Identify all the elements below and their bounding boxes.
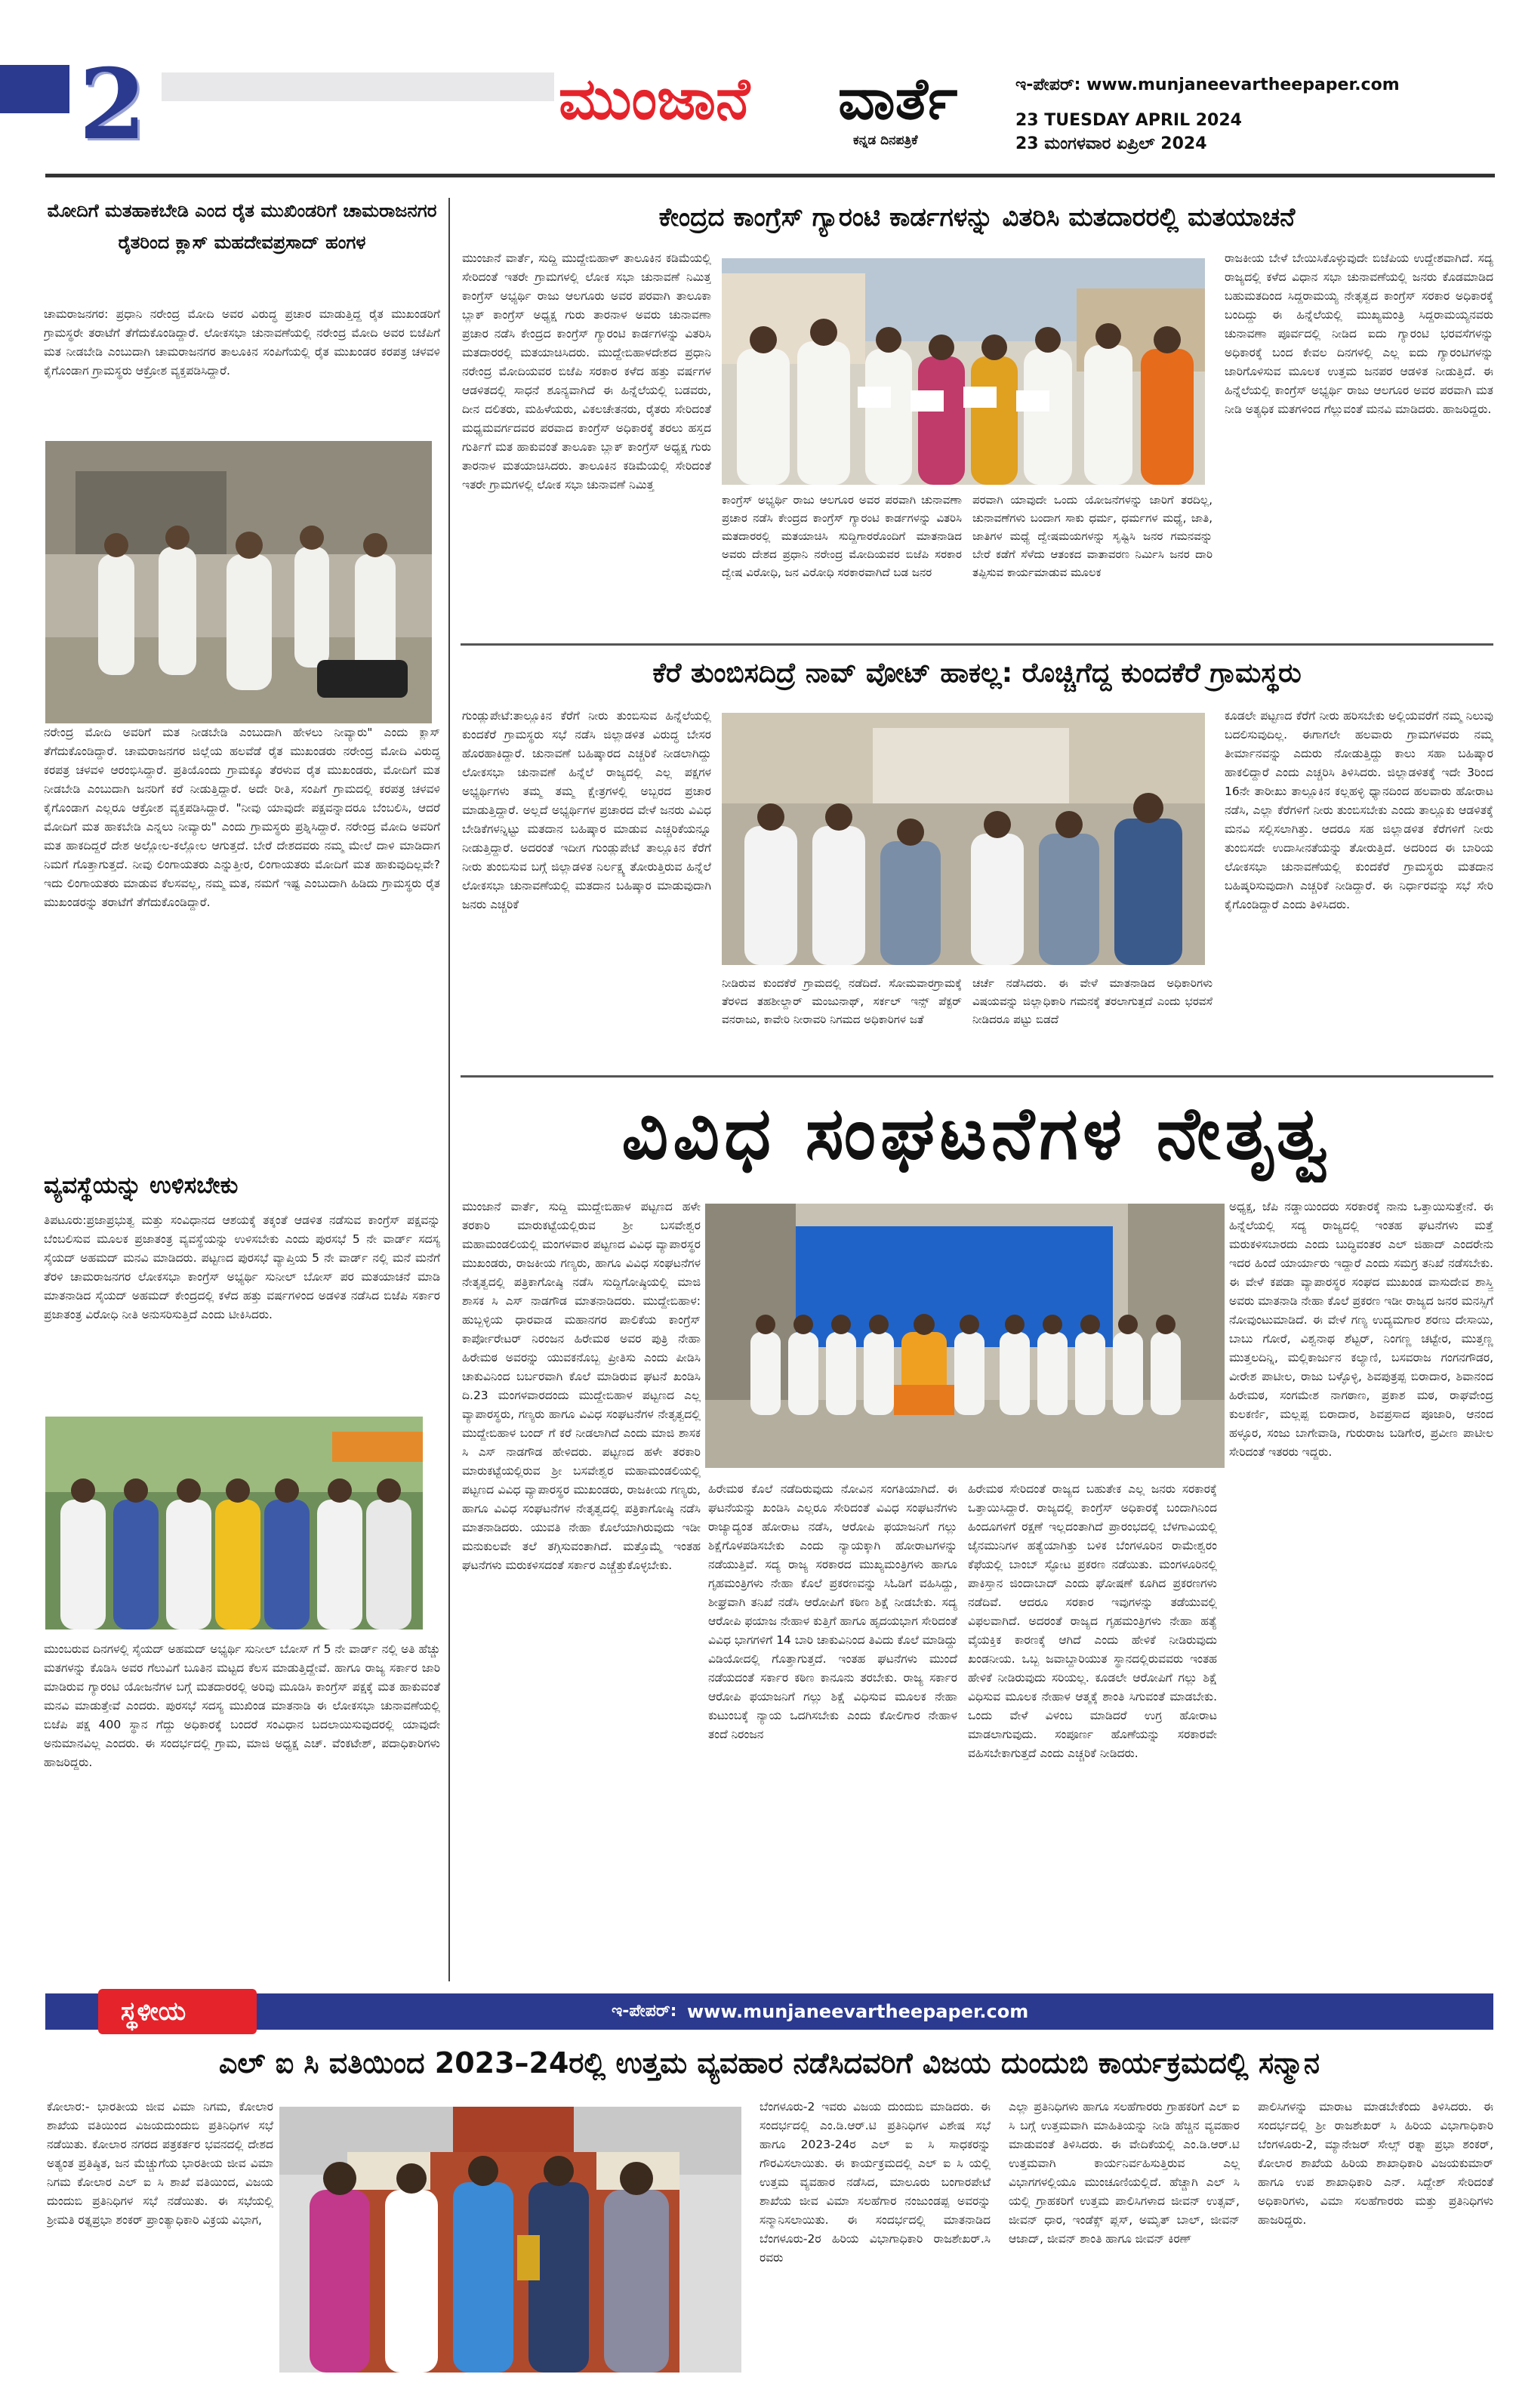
- left-body-4: ಮುಂಬರುವ ದಿನಗಳಲ್ಲಿ ಸೈಯದ್ ಅಹಮದ್ ಅಭ್ಯರ್ಥಿ ಸುನೀಲ್ ಬೋಸ್ ಗೆ 5 ನೇ ವಾರ್ಡ್ ನಲ್ಲಿ ಅತಿ ಹೆಚ್ಚು ಮತಗಳನ್ನು ಕೊಡಿಸಿ ಅವರ ಗೆಲುವಿಗೆ ಬೂತಿನ ಮಟ್ಟದ ಕೆಲಸ ಮಾಡುತ್ತಿದ್ದೇವೆ. ಹಾಗೂ ರಾಜ್ಯ ಸರ್ಕಾರ ಜಾರಿ ಮಾಡಿರುವ ಗ್ಯಾರಂಟಿ ಯೋಜನೆಗಳ ಬಗ್ಗೆ ಮತದಾರರಲ್ಲಿ ಅರಿವು ಮೂಡಿಸಿ ಕಾಂಗ್ರೆಸ್ ಪಕ್ಷಕ್ಕೆ ಮತ ಹಾಕುವಂತೆ ಮನವಿ ಮಾಡುತ್ತೇವೆ ಎಂದರು. ಪುರಸಭೆ ಸದಸ್ಯ ಮುಖಿಂಡ ಮಾತನಾಡಿ ಈ ಲೋಕಸಭಾ ಚುನಾವಣೆಯಲ್ಲಿ ಬಿಜೆಪಿ ಪಕ್ಷ 400 ಸ್ಥಾನ ಗೆದ್ದು ಅಧಿಕಾರಕ್ಕೆ ಬಂದರೆ ಸಂವಿಧಾನ ಬದಲಾಯಿಸುವುದರಲ್ಲಿ ಯಾವುದೇ ಅನುಮಾನವಿಲ್ಲ ಎಂದರು. ಈ ಸಂದರ್ಭದಲ್ಲಿ ಗ್ರಾಮ, ಮಾಜಿ ಅಧ್ಯಕ್ಷ ಎಚ್. ವೆಂಕಟೇಶ್, ಪದಾಧಿಕಾರಿಗಳು ಹಾಜರಿದ್ದರು.: [44, 1642, 440, 1769]
- left-body-3: ತಿಪಟೂರು:ಪ್ರಜಾಪ್ರಭುತ್ವ ಮತ್ತು ಸಂವಿಧಾನದ ಆಶಯಕ್ಕೆ ತಕ್ಕಂತೆ ಆಡಳಿತ ನಡೆಸುವ ಕಾಂಗ್ರೆಸ್ ಪಕ್ಷವನ್ನು ಬೆಂಬಲಿಸುವ ಮೂಲಕ ಪ್ರಜಾತಂತ್ರ ವ್ಯವಸ್ಥೆಯನ್ನು ಉಳಿಸಬೇಕು ಎಂದು ಪುರಸಭೆ 5 ನೇ ವಾರ್ಡ್ ಸದಸ್ಯ ಸೈಯದ್ ಅಹಮದ್ ಮನವಿ ಮಾಡಿದರು. ಪಟ್ಟಣದ ಪುರಸಭೆ ವ್ಯಾಪ್ತಿಯ 5 ನೇ ವಾರ್ಡ್ ನಲ್ಲಿ ಮನೆ ಮನೆಗೆ ತೆರಳಿ ಚಾಮರಾಜನಗರ ಲೋಕಸಭಾ ಕಾಂಗ್ರೆಸ್ ಅಭ್ಯರ್ಥಿ ಸುನೀಲ್ ಬೋಸ್ ಪರ ಮತಯಾಚನೆ ಮಾಡಿ ಮಾತನಾಡಿದ ಸೈಯದ್ ಅಹಮದ್ ಕೇಂದ್ರದಲ್ಲಿ ಕಳೆದ ಹತ್ತು ವರ್ಷಗಳಿಂದ ಅಡಳಿತ ನಡೆಸಿದ ಬಿಜೆಪಿ ಸರ್ಕಾರ ಪ್ರಜಾತಂತ್ರ ವಿರೋಧಿ ನೀತಿ ಅನುಸರಿಸುತ್ತಿದೆ ಎಂದು ಟೀಕಿಸಿದರು.: [44, 1213, 440, 1321]
- story-top-col3: ಪರವಾಗಿ ಯಾವುದೇ ಒಂದು ಯೋಜನೆಗಳನ್ನು ಜಾರಿಗೆ ತರದಿಲ್ಲ, ಚುನಾವಣೆಗಳು ಬಂದಾಗ ಸಾಕು ಧರ್ಮ, ಧರ್ಮಗಳ ಮಧ್ಯೆ, ಜಾತಿ, ಜಾತಿಗಳ ಮಧ್ಯೆ ದ್ವೇಷಮಯಗಳನ್ನು ಸೃಷ್ಟಿಸಿ ಜನರ ಗಮನವನ್ನು ಬೇರೆ ಕಡೆಗೆ ಸೆಳೆದು ಆತಂಕದ ವಾತಾವರಣ ನಿರ್ಮಿಸಿ ಜನರ ದಾರಿ ತಪ್ಪಿಸುವ ಕಾರ್ಯಮಾಡುವ ಮೂಲಕ: [972, 493, 1212, 579]
- header-stripe-left: [0, 65, 69, 113]
- story-top-col4: ರಾಜಕೀಯ ಬೇಳೆ ಬೇಯಿಸಿಕೊಳ್ಳುವುದೇ ಬಿಜೆಪಿಯ ಉದ್ದೇಶವಾಗಿದೆ. ಸದ್ಯ ರಾಜ್ಯದಲ್ಲಿ ಕಳೆದ ವಿಧಾನ ಸಭಾ ಚುನಾವಣೆಯಲ್ಲಿ ಜನರು ಕೊಡಮಾಡಿದ ಬಹುಮತದಿಂದ ಸಿದ್ದರಾಮಯ್ಯ ನೇತೃತ್ವದ ಕಾಂಗ್ರೆಸ್ ಸರಕಾರ ಅಧಿಕಾರಕ್ಕೆ ಬಂದಿದ್ದು ಈ ಹಿನ್ನೆಲೆಯಲ್ಲಿ ಮುಖ್ಯಮಂತ್ರಿ ಸಿದ್ದರಾಮಯ್ಯನವರು ಚುನಾವಣಾ ಪೂರ್ವದಲ್ಲಿ ನೀಡಿದ ಐದು ಗ್ಯಾರಂಟಿ ಭರವಸೆಗಳನ್ನು ಅಧಿಕಾರಕ್ಕೆ ಬಂದ ಕೇವಲ ದಿನಗಳಲ್ಲಿ ಎಲ್ಲ ಐದು ಗ್ಯಾರಂಟಿಗಳನ್ನು ಜಾರಿಗೊಳಿಸುವ ಮೂಲಕ ಉತ್ತಮ ಜನಪರ ಆಡಳಿತ ನೀಡುತ್ತಿದೆ. ಈ ಹಿನ್ನೆಲೆಯಲ್ಲಿ ಕಾಂಗ್ರೆಸ್ ಅಭ್ಯರ್ಥಿ ರಾಜು ಆಲಗೂರ ಅವರ ಪರವಾಗಿ ಮತ ನೀಡಿ ಅತ್ಯಧಿಕ ಮತಗಳಿಂದ ಗೆಲ್ಲುವಂತೆ ಮನವಿ ಮಾಡಿದರು. ಹಾಜರಿದ್ದರು.: [1225, 251, 1493, 416]
- story-mid-col4: ಕೂಡಲೇ ಪಟ್ಟಣದ ಕೆರೆಗೆ ನೀರು ಹರಿಸಬೇಕು ಅಲ್ಲಿಯವರೆಗೆ ನಮ್ಮ ನಿಲುವು ಬದಲಿಸುವುದಿಲ್ಲ. ಈಗಾಗಲೇ ಹಲವಾರು ಗ್ರಾಮಗಳವರು ನಮ್ಮ ತೀರ್ಮಾನವನ್ನು ಎದುರು ನೋಡುತ್ತಿದ್ದು ಕಾಲು ಸಹಾ ಬಹಿಷ್ಕಾರ ಹಾಕಲಿದ್ದಾರೆ ಎಂದು ಎಚ್ಚರಿಸಿ ತಿಳಿಸಿದರು. ಜಿಲ್ಲಾಡಳಿತಕ್ಕೆ ಇದೇ 3ರಿಂದ 16ನೇ ತಾರೀಖು ತಾಲ್ಲೂಕಿನ ಕಲ್ಲಹಳ್ಳಿ ಧ್ಯಾನದಿಂದ ಹಲವಾರು ಹೋರಾಟ ನಡೆಸಿ, ಎಲ್ಲಾ ಕೆರೆಗಳಿಗೆ ನೀರು ತುಂಬಿಸಬೇಕು ಎಂದು ತಾಲ್ಲೂಕು ಆಡಳಿತಕ್ಕೆ ಮನವಿ ಸಲ್ಲಿಸಲಾಗಿತ್ತು. ಆದರೂ ಸಹ ಜಿಲ್ಲಾಡಳಿತ ಕೆರೆಗಳಿಗೆ ನೀರು ತುಂಬಿಸದೇ ಉದಾಸೀನತೆಯನ್ನು ತೋರುತ್ತಿದೆ. ಅದರಿಂದ ಈ ಬಾರಿಯ ಲೋಕಸಭಾ ಚುನಾವಣೆಯಲ್ಲಿ ಕುಂದಕೆರೆ ಗ್ರಾಮಸ್ಥರು ಮತದಾನ ಬಹಿಷ್ಕರಿಸುವುದಾಗಿ ಎಚ್ಚರಿಕೆ ನೀಡಿದ್ದಾರೆ. ಈ ನಿರ್ಧಾರವನ್ನು ಸಭೆ ಸೇರಿ ಕೈಗೊಂಡಿದ್ದಾರೆ ಎಂದು ತಿಳಿಸಿದರು.: [1225, 709, 1493, 911]
- header-right: [1015, 76, 1484, 159]
- story-mid-col1: ಗುಂಡ್ಲುಪೇಟೆ:ತಾಲ್ಲೂಕಿನ ಕೆರೆಗೆ ನೀರು ತುಂಬಿಸುವ ಹಿನ್ನೆಲೆಯಲ್ಲಿ ಕುಂದಕೆರೆ ಗ್ರಾಮಸ್ಥರು ಸಭೆ ನಡೆಸಿ ಜಿಲ್ಲಾಡಳಿತ ವಿರುದ್ಧ ಬೇಸರ ಹೊರಹಾಕಿದ್ದಾರೆ. ಚುನಾವಣೆ ಬಹಿಷ್ಕಾರದ ಎಚ್ಚರಿಕೆ ನೀಡಲಾಗಿದ್ದು ಲೋಕಸಭಾ ಚುನಾವಣೆ ಹಿನ್ನೆಲೆ ರಾಜ್ಯದಲ್ಲಿ ಎಲ್ಲ ಪಕ್ಷಗಳ ಅಭ್ಯರ್ಥಿಗಳು ತಮ್ಮ ತಮ್ಮ ಕ್ಷೇತ್ರಗಳಲ್ಲಿ ಅಬ್ಬರದ ಪ್ರಚಾರ ಮಾಡುತ್ತಿದ್ದಾರೆ. ಅಲ್ಲದೆ ಅಭ್ಯರ್ಥಿಗಳ ಪ್ರಚಾರದ ವೇಳೆ ಜನರು ವಿವಿಧ ಬೇಡಿಕೆಗಳನ್ನಿಟ್ಟು ಮತದಾನ ಬಹಿಷ್ಕಾರ ಮಾಡುವ ಎಚ್ಚರಿಕೆಯನ್ನೂ ನೀಡುತ್ತಿದ್ದಾರೆ. ಅದರಂತೆ ಇದೀಗ ಗುಂಡ್ಲುಪೇಟೆ ತಾಲ್ಲೂಕಿನ ಕೆರೆಗೆ ನೀರು ತುಂಬಿಸುವ ಬಗ್ಗೆ ಜಿಲ್ಲಾಡಳಿತ ನಿರ್ಲಕ್ಷ್ಯ ತೋರುತ್ತಿರುವ ಹಿನ್ನೆಲೆ ಲೋಕಸಭಾ ಚುನಾವಣೆಯಲ್ಲಿ ಮತದಾನ ಬಹಿಷ್ಕಾರ ಮಾಡುವುದಾಗಿ ಜನರು ಎಚ್ಚರಿಕೆ: [462, 709, 711, 911]
- photo-guarantee-cards: [722, 258, 1205, 485]
- page-number: 2: [79, 48, 146, 162]
- left-body-1: ಚಾಮರಾಜನಗರ: ಪ್ರಧಾನಿ ನರೇಂದ್ರ ಮೋದಿ ಅವರ ವಿರುದ್ಧ ಪ್ರಚಾರ ಮಾಡುತ್ತಿದ್ದ ರೈತ ಮುಖಂಡರಿಗೆ ಗ್ರಾಮಸ್ಥರೇ ತರಾಟೆಗೆ ತೆಗೆದುಕೊಂಡಿದ್ದಾರೆ. ಲೋಕಸಭಾ ಚುನಾವಣೆಯಲ್ಲಿ ನರೇಂದ್ರ ಮೋದಿ ಅವರ ಬಿಜೆಪಿಗೆ ಮತ ನೀಡಬೇಡಿ ಎಂಬುದಾಗಿ ಚಾಮರಾಜನಗರ ತಾಲೂಕಿನ ಸಂಪಿಗೆಯಲ್ಲಿ ರೈತ ಮುಖಂಡರ ಕರಪತ್ರ ಚಳವಳಿ ಕೈಗೊಂಡಾಗ ಗ್ರಾಮಸ್ಥರು ಆಕ್ರೋಶ ವ್ಯಕ್ತಪಡಿಸಿದ್ದಾರೆ.: [44, 307, 440, 378]
- local-epaper-url[interactable]: www.munjaneevartheepaper.com: [687, 2001, 1029, 2022]
- photo-lic-felicitation: [279, 2107, 741, 2373]
- photo-press-meet: [705, 1204, 1225, 1468]
- left-headline-1: ಮೋದಿಗೆ ಮತಹಾಕಬೇಡಿ ಎಂದ ರೈತ ಮುಖಿಂಡರಿಗೆ ಚಾಮರಾಜನಗರ ರೈತರಿಂದ ಕ್ಲಾಸ್ ಮಹದೇವಪ್ರಸಾದ್ ಹಂಗಳ: [47, 200, 437, 253]
- photo-farmers-argument: [45, 441, 432, 723]
- date-en: 23 TUESDAY APRIL 2024: [1015, 111, 1242, 130]
- logo-tagline: ಕನ್ನಡ ದಿನಪತ್ರಿಕೆ: [853, 133, 918, 148]
- story-bottom-col1: ಕೋಲಾರ:- ಭಾರತೀಯ ಜೀವ ವಿಮಾ ನಿಗಮ, ಕೋಲಾರ ಶಾಖೆಯ ವತಿಯಿಂದ ವಿಜಯದುಂದುಬಿ ಪ್ರತಿನಿಧಿಗಳ ಸಭೆ ನಡೆಯಿತು. ಕೋಲಾರ ನಗರದ ಪತ್ರಕರ್ತರ ಭವನದಲ್ಲಿ ದೇಶದ ಅತ್ಯಂತ ಪ್ರತಿಷ್ಠಿತ, ಜನ ಮೆಚ್ಚುಗೆಯ ಭಾರತೀಯ ಜೀವ ವಿಮಾ ನಿಗಮ ಕೋಲಾರ ಎಲ್ ಐ ಸಿ ಶಾಖೆ ವತಿಯಿಂದ, ವಿಜಯ ದುಂದುಬಿ ಪ್ರತಿನಿಧಿಗಳ ಸಭೆ ನಡೆಯಿತು. ಈ ಸಭೆಯಲ್ಲಿ ಶ್ರೀಮತಿ ರತ್ನಪ್ರಭಾ ಶಂಕರ್ ಪ್ರಾಂತ್ಯಾಧಿಕಾರಿ ವಿಕ್ರಯ ವಿಭಾಗ,: [47, 2100, 273, 2227]
- logo-varte: ವಾರ್ತೆ: [838, 65, 958, 132]
- story-big-col3: ಹಿರೇಮಠ ಸೇರಿದಂತೆ ರಾಜ್ಯದ ಬಹುತೇಕ ಎಲ್ಲ ಜನರು ಸರಕಾರಕ್ಕೆ ಒತ್ತಾಯಿಸಿದ್ದಾರೆ. ರಾಜ್ಯದಲ್ಲಿ ಕಾಂಗ್ರೆಸ್ ಅಧಿಕಾರಕ್ಕೆ ಬಂದಾಗಿನಿಂದ ಹಿಂದೂಗಳಿಗೆ ರಕ್ಷಣೆ ಇಲ್ಲದಂತಾಗಿದೆ ಪ್ರಾರಂಭದಲ್ಲಿ ಬೆಳಗಾವಿಯಲ್ಲಿ ಜೈನಮುನಿಗಳ ಹತ್ಯೆಯಾಗಿತ್ತು ಬಳಿಕ ಬೆಂಗಳೂರಿನ ರಾಮೇಶ್ವರಂ ಕೆಫೆಯಲ್ಲಿ ಬಾಂಬ್ ಸ್ಫೋಟ ಪ್ರಕರಣ ನಡೆಯಿತು. ಮಂಗಳೂರಿನಲ್ಲಿ ಪಾಕಿಸ್ತಾನ ಜಿಂದಾಬಾದ್ ಎಂದು ಘೋಷಣೆ ಕೂಗಿದ ಪ್ರಕರಣಗಳು ನಡೆದಿವೆ. ಆದರೂ ಸರಕಾರ ಇವುಗಳನ್ನು ತಡೆಯುವಲ್ಲಿ ವಿಫಲವಾಗಿದೆ. ಅದರಂತೆ ರಾಜ್ಯದ ಗೃಹಮಂತ್ರಿಗಳು ನೇಹಾ ಹತ್ಯೆ ವೈಯಕ್ತಿಕ ಕಾರಣಕ್ಕೆ ಆಗಿದೆ ಎಂದು ಹೇಳಿಕೆ ನೀಡಿರುವುದು ಖಂಡನೀಯ. ಒಬ್ಬ ಜವಾಬ್ದಾರಿಯುತ ಸ್ಥಾನದಲ್ಲಿರುವವರು ಇಂತಹ ಹೇಳಿಕೆ ನೀಡಿರುವುದು ಸರಿಯಲ್ಲ. ಕೂಡಲೇ ಆರೋಪಿಗೆ ಗಲ್ಲು ಶಿಕ್ಷೆ ವಿಧಿಸುವ ಮೂಲಕ ನೇಹಾಳ ಆತ್ಮಕ್ಕೆ ಶಾಂತಿ ಸಿಗುವಂತೆ ಮಾಡಬೇಕು. ಒಂದು ವೇಳೆ ವಿಳಂಬ ಮಾಡಿದರೆ ಉಗ್ರ ಹೋರಾಟ ಮಾಡಲಾಗುವುದು. ಸಂಪೂರ್ಣ ಹೊಣೆಯನ್ನು ಸರಕಾರವೇ ವಹಿಸಬೇಕಾಗುತ್ತದೆ ಎಂದು ಎಚ್ಚರಿಕೆ ನೀಡಿದರು.: [968, 1482, 1217, 1760]
- story-big-col2: ಹಿರೇಮಠ ಕೊಲೆ ನಡೆದಿರುವುದು ನೋವಿನ ಸಂಗತಿಯಾಗಿದೆ. ಈ ಘಟನೆಯನ್ನು ಖಂಡಿಸಿ ಎಲ್ಲರೂ ಸೇರಿದಂತೆ ವಿವಿಧ ಸಂಘಟನೆಗಳು ರಾಜ್ಯಾದ್ಯಂತ ಹೋರಾಟ ನಡೆಸಿ, ಆರೋಪಿ ಫಯಾಜನಿಗೆ ಗಲ್ಲು ಶಿಕ್ಷೆಗೊಳಪಡಿಸಬೇಕು ಎಂದು ನ್ಯಾಯಕ್ಕಾಗಿ ಹೋರಾಟಗಳನ್ನು ನಡೆಯುತ್ತಿವೆ. ಸದ್ಯ ರಾಜ್ಯ ಸರಕಾರದ ಮುಖ್ಯಮಂತ್ರಿಗಳು ಹಾಗೂ ಗೃಹಮಂತ್ರಿಗಳು ನೇಹಾ ಕೊಲೆ ಪ್ರಕರಣವನ್ನು ಸಿಓಡಿಗೆ ವಹಿಸಿದ್ದು, ಶೀಘ್ರವಾಗಿ ತನಿಖೆ ನಡೆಸಿ ಆರೋಪಿಗೆ ಕಠಿಣ ಶಿಕ್ಷೆ ನೀಡಬೇಕು. ಸದ್ಯ ಆರೋಪಿ ಫಯಾಜ ನೇಹಾಳ ಕುತ್ತಿಗೆ ಹಾಗೂ ಹೃದಯಭಾಗ ಸೇರಿದಂತೆ ವಿವಿಧ ಭಾಗಗಳಿಗೆ 14 ಬಾರಿ ಚಾಕುವಿನಿಂದ ತಿವಿದು ಕೊಲೆ ಮಾಡಿದ್ದು ವಿಡಿಯೋದಲ್ಲಿ ಗೊತ್ತಾಗುತ್ತದೆ. ಇಂತಹ ಘಟನೆಗಳು ಮುಂದೆ ನಡೆಯದಂತೆ ಸರ್ಕಾರ ಕಠಿಣ ಕಾನೂನು ತರಬೇಕು. ರಾಜ್ಯ ಸರ್ಕಾರ ಆರೋಪಿ ಫಯಾಜನಿಗೆ ಗಲ್ಲು ಶಿಕ್ಷೆ ವಿಧಿಸುವ ಮೂಲಕ ನೇಹಾ ಕುಟುಂಬಕ್ಕೆ ನ್ಯಾಯ ಒದಗಿಸಬೇಕು ಎಂದು ಕೋಲಿಗಾರ ನೇಹಾಳ ತಂದೆ ನಿರಂಜನ: [708, 1482, 957, 1741]
- local-label: ಸ್ಥಳೀಯ: [121, 1996, 186, 2027]
- left-story-1: [44, 195, 440, 418]
- story-big-col1: ಮುಂಜಾನೆ ವಾರ್ತೆ, ಸುದ್ದಿ ಮುದ್ದೇಬಿಹಾಳ ಪಟ್ಟಣದ ಹಳೇ ತರಕಾರಿ ಮಾರುಕಟ್ಟೆಯಲ್ಲಿರುವ ಶ್ರೀ ಬಸವೇಶ್ವರ ಮಹಾಮಂಡಲಿಯಲ್ಲಿ ಮಂಗಳವಾರ ಪಟ್ಟಣದ ವಿವಿಧ ವ್ಯಾಪಾರಸ್ಥರ ಮುಖಂಡರು, ರಾಜಕೀಯ ಗಣ್ಯರು, ಹಾಗೂ ವಿವಿಧ ಸಂಘಟನೆಗಳ ನೇತೃತ್ವದಲ್ಲಿ ಪತ್ರಿಕಾಗೋಷ್ಠಿ ನಡೆಸಿ ಸುದ್ದಿಗೋಷ್ಠಿಯಲ್ಲಿ ಮಾಜಿ ಶಾಸಕ ಸಿ ಎಸ್ ನಾಡಗೌಡ ಮಾತನಾಡಿದರು. ಮುದ್ದೇಬಿಹಾಳ: ಹುಬ್ಬಳ್ಳಿಯ ಧಾರವಾಡ ಮಹಾನಗರ ಪಾಲಿಕೆಯ ಕಾಂಗ್ರೆಸ್ ಕಾರ್ಪೋರೇಟರ್ ನಿರಂಜನ ಹಿರೇಮಠ ಅವರ ಪುತ್ರಿ ನೇಹಾ ಹಿರೇಮಠ ಅವರನ್ನು ಯುವಕನೊಬ್ಬ ಪ್ರೀತಿಸು ಎಂದು ಪೀಡಿಸಿ ಚಾಕುವಿನಿಂದ ಬರ್ಬರವಾಗಿ ಕೊಲೆ ಮಾಡಿರುವ ಘಟನೆ ಖಂಡಿಸಿ ದಿ.23 ಮಂಗಳವಾರದಂದು ಮುದ್ದೇಬಿಹಾಳ ಪಟ್ಟಣದ ಎಲ್ಲ ವ್ಯಾಪಾರಸ್ಥರು, ಗಣ್ಯರು ಹಾಗೂ ವಿವಿಧ ಸಂಘಟನೆಗಳ ನೇತೃತ್ವದಲ್ಲಿ ಮುದ್ದೇಬಿಹಾಳ ಬಂದ್ ಗೆ ಕರೆ ನೀಡಲಾಗಿದೆ ಎಂದು ಮಾಜಿ ಶಾಸಕ ಸಿ ಎಸ್ ನಾಡಗೌಡ ಹೇಳಿದರು. ಪಟ್ಟಣದ ಹಳೇ ತರಕಾರಿ ಮಾರುಕಟ್ಟೆಯಲ್ಲಿರುವ ಶ್ರೀ ಬಸವೇಶ್ವರ ಮಹಾಮಂಡಲಿಯಲ್ಲಿ ಪಟ್ಟಣದ ವಿವಿಧ ವ್ಯಾಪಾರಸ್ಥರ ಮುಖಂಡರು, ರಾಜಕೀಯ ಗಣ್ಯರು, ಹಾಗೂ ವಿವಿಧ ಸಂಘಟನೆಗಳ ನೇತೃತ್ವದಲ್ಲಿ ಪತ್ರಿಕಾಗೋಷ್ಠಿ ನಡೆಸಿ ಮಾತನಾಡಿದರು. ಯುವತಿ ನೇಹಾ ಕೊಲೆಯಾಗಿರುವುದು ಇಡೀ ಮನುಕುಲವೇ ತಲೆ ತಗ್ಗಿಸುವಂತಾಗಿದೆ. ಮತ್ತೊಮ್ಮೆ ಇಂತಹ ಘಟನೆಗಳು ಮರುಕಳಿಸದಂತೆ ಸರ್ಕಾರ ಎಚ್ಚೆತ್ತುಕೊಳ್ಳಬೇಕು.: [462, 1200, 701, 1572]
- column-divider: [448, 198, 450, 1981]
- story-mid-caption2: ಚರ್ಚೆ ನಡೆಸಿದರು. ಈ ವೇಳೆ ಮಾತನಾಡಿದ ಅಧಿಕಾರಿಗಳು ವಿಷಯವನ್ನು ಜಿಲ್ಲಾಧಿಕಾರಿ ಗಮನಕ್ಕೆ ತರಲಾಗುತ್ತದೆ ಎಂದು ಭರವಸೆ ನೀಡಿದರೂ ಪಟ್ಟು ಬಿಡದೆ: [972, 976, 1212, 1026]
- rule-1: [461, 643, 1493, 646]
- rule-2: [461, 1075, 1493, 1078]
- story-bottom-col3: ಎಲ್ಲಾ ಪ್ರತಿನಿಧಿಗಳು ಹಾಗೂ ಸಲಹೆಗಾರರು ಗ್ರಾಹಕರಿಗೆ ಎಲ್ ಐ ಸಿ ಬಗ್ಗೆ ಉತ್ತಮವಾಗಿ ಮಾಹಿತಿಯನ್ನು ನೀಡಿ ಹೆಚ್ಚಿನ ವ್ಯವಹಾರ ಮಾಡುವಂತೆ ತಿಳಿಸಿದರು. ಈ ವೇದಿಕೆಯಲ್ಲಿ ಎಂ.ಡಿ.ಆರ್.ಟಿ ಉತ್ತಮವಾಗಿ ಕಾರ್ಯನಿರ್ವಹಿಸುತ್ತಿರುವ ಎಲ್ಲ ವಿಭಾಗಗಳಲ್ಲಿಯೂ ಮುಂಚೂಣಿಯಲ್ಲಿದೆ. ಹೆಚ್ಚಾಗಿ ಎಲ್ ಸಿ ಯಲ್ಲಿ ಗ್ರಾಹಕರಿಗೆ ಉತ್ತಮ ಪಾಲಿಸಿಗಳಾದ ಜೀವನ್ ಉತ್ಸವ್, ಜೀವನ್ ಧಾರ, ಇಂಡೆಕ್ಸ್ ಪ್ಲಸ್, ಅಮೃತ್ ಬಾಲ್, ಜೀವನ್ ಆಜಾದ್, ಜೀವನ್ ಶಾಂತಿ ಹಾಗೂ ಜೀವನ್ ಕಿರಣ್: [1009, 2100, 1240, 2246]
- left-headline-2: ವ್ಯವಸ್ಥೆಯನ್ನು ಉಳಿಸಬೇಕು: [44, 1172, 239, 1199]
- left-story-2: [44, 1169, 440, 1438]
- page-number-box: [63, 48, 162, 162]
- story-big-col4: ಅಧ್ಯಕ್ಷ, ಜೆಪಿ ನಡ್ಡಾಯಿಂದರು ಸರಕಾರಕ್ಕೆ ನಾನು ಒತ್ತಾಯಿಸುತ್ತೇನೆ. ಈ ಹಿನ್ನೆಲೆಯಲ್ಲಿ ಸದ್ಯ ರಾಜ್ಯದಲ್ಲಿ ಇಂತಹ ಘಟನೆಗಳು ಮತ್ತೆ ಮರುಕಳಿಸಬಾರದು ಎಂದು ಬುದ್ಧಿವಂತರ ಎಲ್ ಜಿಹಾದ್ ಎಂದರೇನು ಇದರ ಹಿಂದೆ ಯಾರ್ಯಾರು ಇದ್ದಾರೆ ಎಂದು ಸಮಗ್ರ ತನಿಖೆ ನಡೆಸಬೇಕು. ಈ ವೇಳೆ ಕಪಡಾ ವ್ಯಾಪಾರಸ್ಥರ ಸಂಘದ ಮುಖಂಡ ವಾಸುದೇವ ಶಾಸ್ತ್ರಿ ಅವರು ಮಾತನಾಡಿ ನೇಹಾ ಕೊಲೆ ಪ್ರಕರಣ ಇಡೀ ರಾಜ್ಯದ ಜನರ ಮನಸ್ಸಿಗೆ ನೋವುಂಟುಮಾಡಿದೆ. ಈ ವೇಳೆ ಗಣ್ಯ ಉದ್ಯಮಗಾರ ಶರಣು ದೇಸಾಯಿ, ಬಾಬು ಗೋರೆ, ವಿಶ್ವನಾಥ ಶೆಟ್ಟರ್, ನಿಂಗಣ್ಣ ಚಟ್ಟೇರ, ಮುತ್ತಣ್ಣ ಮುತ್ತಲದಿನ್ನಿ, ಮಲ್ಲಿಕಾರ್ಜುನ ಕಲ್ಯಾಣಿ, ಬಸವರಾಜ ಗಂಗನಗೌಡರ, ವೀರೇಶ ಪಾಟೀಲ, ರಾಜು ಬಳ್ಳೊಳ್ಳಿ, ಶಿವಪುತ್ರಪ್ಪ ಬಿರಾದಾರ, ಶಿವಾನಂದ ಹಿರೇಮಠ, ಸಂಗಮೇಶ ನಾಗಠಾಣ, ಪ್ರಕಾಶ ಮಠ, ರಾಘವೇಂದ್ರ ಕುಲಕರ್ಣಿ, ಮಲ್ಲಪ್ಪ ಬಿರಾದಾರ, ಶಿವಪ್ರಸಾದ ಪೂಜಾರಿ, ಆನಂದ ಹಳ್ಳೂರ, ಸಂಜು ಬಾಗೇವಾಡಿ, ಗುರುರಾಜ ಬಡಿಗೇರ, ಪ್ರವೀಣ ಪಾಟೀಲ ಸೇರಿದಂತೆ ಇತರರು ಇದ್ದರು.: [1229, 1200, 1493, 1459]
- header-rule: [45, 174, 1495, 177]
- logo-munjane: ಮುಂಜಾನೆ: [559, 65, 750, 132]
- epaper-label: ಇ-ಪೇಪರ್:: [1015, 76, 1081, 94]
- story-mid-caption: ನೀಡಿರುವ ಕುಂದಕೆರೆ ಗ್ರಾಮದಲ್ಲಿ ನಡೆದಿದೆ. ಸೋಮವಾರಗ್ರಾಮಕ್ಕೆ ತೆರಳಿದ ತಹಶೀಲ್ದಾರ್ ಮಂಜುನಾಥ್, ಸರ್ಕಲ್ ಇನ್ಸ್ ಪೆಕ್ಟರ್ ವನರಾಜು, ಕಾವೇರಿ ನೀರಾವರಿ ನಿಗಮದ ಅಧಿಕಾರಿಗಳ ಜತೆ: [722, 976, 962, 1026]
- header-stripe-mid: [162, 72, 554, 101]
- epaper-url[interactable]: www.munjaneevartheepaper.com: [1086, 76, 1400, 94]
- story-mid-headline: ಕೆರೆ ತುಂಬಿಸದಿದ್ರೆ ನಾವ್ ವೋಟ್ ಹಾಕಲ್ಲ: ರೊಚ್ಚಿಗೆದ್ದ ಕುಂದಕೆರೆ ಗ್ರಾಮಸ್ಥರು: [652, 658, 1302, 689]
- local-banner: [45, 1993, 1493, 2030]
- story-top-col1: ಮುಂಜಾನೆ ವಾರ್ತೆ, ಸುದ್ದಿ ಮುದ್ದೇಬಿಹಾಳ್ ತಾಲೂಕಿನ ಕಡಿಮೆಯಲ್ಲಿ ಸೇರಿದಂತೆ ಇತರೇ ಗ್ರಾಮಗಳಲ್ಲಿ ಲೋಕ ಸಭಾ ಚುನಾವಣೆ ನಿಮಿತ್ತ ಕಾಂಗ್ರೆಸ್ ಅಭ್ಯರ್ಥಿ ರಾಜು ಆಲಗೂರು ಅವರ ಪರವಾಗಿ ತಾಲೂಕಾ ಬ್ಲಾಕ್ ಕಾಂಗ್ರೆಸ್ ಅಧ್ಯಕ್ಷ ಗುರು ತಾರನಾಳ ಅವರು ಚುನಾವಣಾ ಪ್ರಚಾರ ನಡೆಸಿ ಕೇಂದ್ರದ ಕಾಂಗ್ರೆಸ್ ಗ್ಯಾರಂಟಿ ಕಾರ್ಡಗಳನ್ನು ವಿತರಿಸಿ ಮತದಾರರಲ್ಲಿ ಮತಯಾಚಿಸಿದರು. ಮುದ್ದೇಬಿಹಾಳದೇಶದ ಪ್ರಧಾನಿ ನರೇಂದ್ರ ಮೋದಿಯವರ ಬಿಜೆಪಿ ಸರಕಾರ ಕಳೆದ ಹತ್ತು ವರ್ಷಗಳ ಆಡಳಿತದಲ್ಲಿ ಸಾಧನೆ ಶೂನ್ಯವಾಗಿದೆ ಈ ಹಿನ್ನೆಲೆಯಲ್ಲಿ ಬಡವರು, ದೀನ ದಲಿತರು, ಮಹಿಳೆಯರು, ವಿಕಲಚೇತನರು, ರೈತರು ಸೇರಿದಂತೆ ಮಧ್ಯಮವರ್ಗದವರ ಪರವಾದ ಕಾಂಗ್ರೆಸ್ ಅಧಿಕಾರಕ್ಕೆ ತರಲು ಹಸ್ತದ ಗುರ್ತಿಗೆ ಮತ ಹಾಕುವಂತೆ ತಾಲೂಕಾ ಬ್ಲಾಕ್ ಕಾಂಗ್ರೆಸ್ ಅಧ್ಯಕ್ಷ ಗುರು ತಾರನಾಳ ಮತಯಾಚಿಸಿದರು. ತಾಲೂಕಿನ ಕಡಿಮೆಯಲ್ಲಿ ಸೇರಿದಂತೆ ಇತರೇ ಗ್ರಾಮಗಳಲ್ಲಿ ಲೋಕ ಸಭಾ ಚುನಾವಣೆ ನಿಮಿತ್ತ: [462, 251, 711, 492]
- date-kn: 23 ಮಂಗಳವಾರ ಏಪ್ರಿಲ್ 2024: [1015, 134, 1207, 153]
- local-epaper-label: ಇ-ಪೇಪರ್:: [612, 2002, 677, 2021]
- epaper-line: [1015, 76, 1484, 94]
- story-bottom-headline: ಎಲ್ ಐ ಸಿ ವತಿಯಿಂದ 2023–24ರಲ್ಲಿ ಉತ್ತಮ ವ್ಯವಹಾರ ನಡೆಸಿದವರಿಗೆ ವಿಜಯ ದುಂದುಬಿ ಕಾರ್ಯಕ್ರಮದಲ್ಲಿ ಸನ್ಮಾನ: [219, 2046, 1320, 2080]
- masthead-logo: [551, 60, 989, 151]
- story-bottom-col2: ಬೆಂಗಳೂರು-2 ಇವರು ವಿಜಯ ದುಂದುಬಿ ಮಾಡಿದರು. ಈ ಸಂದರ್ಭದಲ್ಲಿ ಎಂ.ಡಿ.ಆರ್.ಟಿ ಪ್ರತಿನಿಧಿಗಳ ವಿಶೇಷ ಸಭೆ ಹಾಗೂ 2023-24ರ ಎಲ್ ಐ ಸಿ ಸಾಧಕರನ್ನು ಗೌರವಿಸಲಾಯಿತು. ಈ ಕಾರ್ಯಕ್ರಮದಲ್ಲಿ ಎಲ್ ಐ ಸಿ ಯಲ್ಲಿ ಉತ್ತಮ ವ್ಯವಹಾರ ನಡೆಸಿದ, ಮಾಲೂರು ಬಂಗಾರಪೇಟೆ ಶಾಖೆಯ ಜೀವ ವಿಮಾ ಸಲಹೆಗಾರ ನಂಜುಂಡಪ್ಪ ಅವರನ್ನು ಸನ್ಮಾನಿಸಲಾಯಿತು. ಈ ಸಂದರ್ಭದಲ್ಲಿ ಮಾತನಾಡಿದ ಬೆಂಗಳೂರು-2ರ ಹಿರಿಯ ವಿಭಾಗಾಧಿಕಾರಿ ರಾಜಶೇಖರ್.ಸಿ ರವರು: [760, 2100, 991, 2265]
- photo-kundakere-meeting: [722, 713, 1205, 965]
- story-bottom-col4: ಪಾಲಿಸಿಗಳನ್ನು ಮಾರಾಟ ಮಾಡಬೇಕೆಂದು ತಿಳಿಸಿದರು. ಈ ಸಂದರ್ಭದಲ್ಲಿ ಶ್ರೀ ರಾಜಶೇಖರ್ ಸಿ ಹಿರಿಯ ವಿಭಾಗಾಧಿಕಾರಿ ಬೆಂಗಳೂರು-2, ಮ್ಯಾನೇಜರ್ ಸೇಲ್ಸ್ ರತ್ನಾ ಪ್ರಭಾ ಶಂಕರ್, ಕೋಲಾರ ಶಾಖೆಯ ಹಿರಿಯ ಶಾಖಾಧಿಕಾರಿ ವಿಜಯಕುಮಾರ್ ಹಾಗೂ ಉಪ ಶಾಖಾಧಿಕಾರಿ ಎನ್. ಸಿದ್ದೇಶ್ ಸೇರಿದಂತೆ ಅಧಿಕಾರಿಗಳು, ವಿಮಾ ಸಲಹೆಗಾರರು ಮತ್ತು ಪ್ರತಿನಿಧಿಗಳು ಹಾಜರಿದ್ದರು.: [1258, 2100, 1493, 2227]
- left-body-2: ನರೇಂದ್ರ ಮೋದಿ ಅವರಿಗೆ ಮತ ನೀಡಬೇಡಿ ಎಂಬುದಾಗಿ ಹೇಳಲು ನೀವ್ಯಾರು" ಎಂದು ಕ್ಲಾಸ್ ತೆಗೆದುಕೊಂಡಿದ್ದಾರೆ. ಚಾಮರಾಜನಗರ ಜಿಲ್ಲೆಯ ಹಲವೆಡೆ ರೈತ ಮುಖಂಡರು ನರೇಂದ್ರ ಮೋದಿ ವಿರುದ್ಧ ಕರಪತ್ರ ಚಳವಳಿ ಆರಂಭಿಸಿದ್ದಾರೆ. ಪ್ರತಿಯೊಂದು ಗ್ರಾಮಕ್ಕೂ ತೆರಳುವ ರೈತ ಮುಖಂಡರು, ಮೋದಿಗೆ ಮತ ನೀಡಬೇಡಿ ಎಂಬುದಾಗಿ ಜನರಿಗೆ ಕರೆ ನೀಡುತ್ತಿದ್ದಾರೆ. ಅದೇ ರೀತಿ, ಸಂಪಿಗೆ ಗ್ರಾಮದಲ್ಲಿ ಕರಪತ್ರ ಚಳವಳಿ ಕೈಗೊಂಡಾಗ ಎಲ್ಲರೂ ಆಕ್ರೋಶ ವ್ಯಕ್ತಪಡಿಸಿದ್ದಾರೆ. "ನೀವು ಯಾವುದೇ ಪಕ್ಷವನ್ನಾದರೂ ಬೆಂಬಲಿಸಿ, ಆದರೆ ಮೋದಿಗೆ ಮತ ಹಾಕಬೇಡಿ ಎನ್ನಲು ನೀವ್ಯಾರು" ಎಂದು ಗ್ರಾಮಸ್ಥರು ಪ್ರಶ್ನಿಸಿದ್ದಾರೆ. ನರೇಂದ್ರ ಮೋದಿ ಅವರಿಗೆ ಮತ ಹಾಕದಿದ್ದರೆ ದೇಶ ಅಲ್ಲೋಲ-ಕಲ್ಲೋಲ ಆಗುತ್ತದೆ. ಬೇರೆ ದೇಶದವರು ನಮ್ಮ ಮೇಲೆ ದಾಳಿ ಮಾಡಿದಾಗ ನಿಮಗೆ ಗೊತ್ತಾಗುತ್ತದೆ. ನೀವು ಲಿಂಗಾಯತರು ಎನ್ನುತ್ತೀರ, ಲಿಂಗಾಯತರು ಮೋದಿಗೆ ಮತ ಹಾಕುವುದಿಲ್ಲವೇ? ಇದು ಲಿಂಗಾಯತರು ಮಾಡುವ ಕೆಲಸವಲ್ಲ, ನಮ್ಮ ಮತ, ನಮಗೆ ಇಷ್ಟ ಎಂಬುದಾಗಿ ಹಿಡಿದು ಗ್ರಾಮಸ್ಥರು ರೈತ ಮುಖಂಡರನ್ನು ತರಾಟೆಗೆ ತೆಗೆದುಕೊಂಡಿದ್ದಾರೆ.: [44, 726, 440, 909]
- story-top-caption: ಕಾಂಗ್ರೆಸ್ ಅಭ್ಯರ್ಥಿ ರಾಜು ಆಲಗೂರ ಅವರ ಪರವಾಗಿ ಚುನಾವಣಾ ಪ್ರಚಾರ ನಡೆಸಿ ಕೇಂದ್ರದ ಕಾಂಗ್ರೆಸ್ ಗ್ಯಾರಂಟಿ ಕಾರ್ಡಗಳನ್ನು ವಿತರಿಸಿ ಮತದಾರರಲ್ಲಿ ಮತಯಾಚಿಸಿ ಸುದ್ದಿಗಾರರೊಂದಿಗೆ ಮಾತನಾಡಿದ ಅವರು ದೇಶದ ಪ್ರಧಾನಿ ನರೇಂದ್ರ ಮೋದಿಯವರ ಬಿಜೆಪಿ ಸರಕಾರ ದ್ವೇಷ ವಿರೋಧಿ, ಜನ ವಿರೋಧಿ ಸರಕಾರವಾಗಿದೆ ಬಡ ಜನರ: [722, 493, 962, 579]
- story-top-headline: ಕೇಂದ್ರದ ಕಾಂಗ್ರೆಸ್ ಗ್ಯಾರಂಟಿ ಕಾರ್ಡಗಳನ್ನು ವಿತರಿಸಿ ಮತದಾರರಲ್ಲಿ ಮತಯಾಚನೆ: [658, 202, 1296, 233]
- photo-ward-campaign: [45, 1417, 423, 1629]
- story-big-headline: ವಿವಿಧ ಸಂಘಟನೆಗಳ ನೇತೃತ್ವ: [621, 1090, 1333, 1176]
